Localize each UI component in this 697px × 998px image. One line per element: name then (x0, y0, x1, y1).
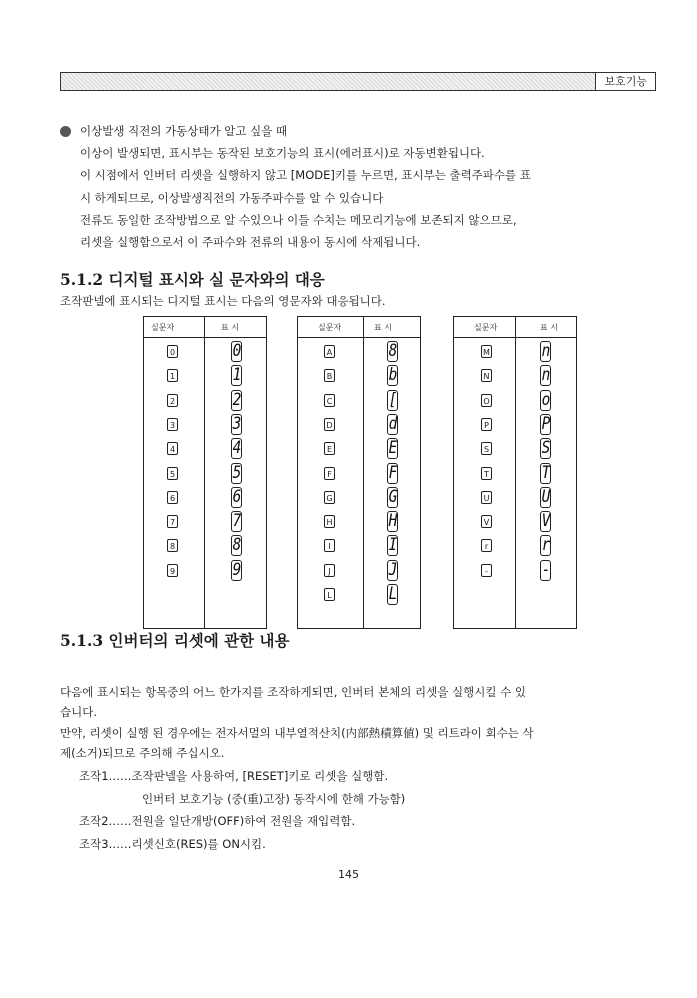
seven-segment-display (540, 341, 551, 362)
seven-segment-display (540, 390, 551, 411)
actual-char: 3 (167, 418, 178, 431)
actual-char: L (324, 588, 335, 601)
header-actual: 실문자 (474, 323, 498, 332)
segment-glyph: U (541, 486, 551, 507)
table-header (144, 317, 266, 338)
actual-char: 8 (167, 539, 178, 552)
table-header (298, 317, 420, 338)
actual-char: I (324, 539, 335, 552)
header-actual: 실문자 (318, 323, 342, 332)
actual-char: 9 (167, 564, 178, 577)
segment-glyph: d (388, 413, 398, 434)
header-display: 표 시 (374, 323, 392, 332)
bullet-line: 이상이 발생되면, 표시부는 동작된 보호기능의 표시(에러표시)로 자동변환됩니다. (80, 146, 485, 161)
segment-glyph: T (541, 462, 551, 483)
actual-char: S (481, 442, 492, 455)
segment-glyph: S (541, 438, 551, 459)
bullet-line: 시 하게되므로, 이상발생직전의 가동주파수를 알 수 있습니다 (80, 190, 384, 205)
body-line: 제(소거)되므로 주의해 주십시오. (60, 745, 225, 760)
segment-glyph: n (541, 365, 551, 386)
seven-segment-display (231, 487, 242, 508)
actual-char: V (481, 515, 492, 528)
section-header-label: 보호기능 (595, 73, 655, 90)
segment-glyph: E (388, 438, 398, 459)
actual-char: A (324, 345, 335, 358)
seven-segment-display (231, 414, 242, 435)
segment-glyph: 7 (232, 511, 242, 532)
segment-glyph: I (388, 535, 398, 556)
header-display: 표 시 (540, 323, 558, 332)
seven-segment-display (387, 365, 398, 386)
actual-char: E (324, 442, 335, 455)
segment-glyph: 4 (232, 438, 242, 459)
actual-char: P (481, 418, 492, 431)
seven-segment-display (231, 560, 242, 581)
header-display: 표 시 (221, 323, 239, 332)
actual-char: U (481, 491, 492, 504)
bullet-dot-icon (60, 126, 71, 137)
segment-glyph: J (388, 559, 398, 580)
actual-char: C (324, 394, 335, 407)
actual-char: 2 (167, 394, 178, 407)
char-table-letters-a-l (297, 316, 421, 629)
segment-glyph: r (541, 535, 551, 556)
body-line: 다음에 표시되는 항목중의 어느 한가지를 조작하게되면, 인버터 본체의 리셋을 실행시킬 수 있 (60, 685, 527, 699)
actual-char: M (481, 345, 492, 358)
actual-char: 6 (167, 491, 178, 504)
seven-segment-display (231, 390, 242, 411)
actual-char: 5 (167, 467, 178, 480)
seven-segment-display (231, 463, 242, 484)
operation-3: 조작3……리셋신호(RES)를 ON시킴. (79, 836, 266, 851)
seven-segment-display (540, 560, 551, 581)
seven-segment-display (387, 414, 398, 435)
actual-char: 0 (167, 345, 178, 358)
seven-segment-display (540, 511, 551, 532)
segment-glyph: b (388, 365, 398, 386)
segment-glyph: 3 (232, 413, 242, 434)
seven-segment-display (387, 511, 398, 532)
bullet-line: 전류도 동일한 조작방법으로 알 수있으나 이들 수치는 메모리기능에 보존되지 않으므로, (80, 212, 517, 227)
actual-char: 1 (167, 369, 178, 382)
actual-char: J (324, 564, 335, 577)
bullet-line: 리셋을 실행함으로서 이 주파수와 전류의 내용이 동시에 삭제됩니다. (80, 235, 421, 250)
page-number: 145 (338, 868, 359, 881)
seven-segment-display (540, 487, 551, 508)
segment-glyph: 8 (388, 341, 398, 361)
seven-segment-display (540, 463, 551, 484)
operation-1: 조작1……조작판넬을 사용하여, [RESET]키로 리셋을 실행함. (79, 769, 389, 783)
segment-glyph: 8 (232, 535, 242, 556)
actual-char: O (481, 394, 492, 407)
segment-glyph: F (388, 462, 398, 483)
actual-char: D (324, 418, 335, 431)
seven-segment-display (231, 438, 242, 459)
seven-segment-display (387, 438, 398, 459)
seven-segment-display (387, 487, 398, 508)
seven-segment-display (387, 463, 398, 484)
bullet-line: 이 시점에서 인버터 리셋을 실행하지 않고 [MODE]키를 누르면, 표시부는 출력주파수를 표 (80, 168, 531, 183)
segment-glyph: [ (388, 389, 398, 410)
actual-char: F (324, 467, 335, 480)
actual-char: H (324, 515, 335, 528)
bullet-block (60, 120, 660, 253)
segment-glyph: 0 (232, 341, 242, 361)
section-header-bar (60, 72, 656, 91)
seven-segment-display (540, 365, 551, 386)
segment-glyph: 9 (232, 559, 242, 580)
seven-segment-display (387, 341, 398, 362)
reset-operations (79, 765, 405, 855)
body-line: 만약, 리셋이 실행 된 경우에는 전자서멀의 내부열적산치(内部熱積算値) 및 리트라이 회수는 삭 (60, 725, 534, 740)
actual-char: N (481, 369, 492, 382)
actual-char: T (481, 467, 492, 480)
actual-char: 4 (167, 442, 178, 455)
segment-glyph: V (541, 511, 551, 532)
char-table-letters-m-dash (453, 316, 577, 629)
segment-glyph: P (541, 413, 551, 434)
seven-segment-display (540, 438, 551, 459)
seven-segment-display (231, 511, 242, 532)
segment-glyph: - (541, 559, 551, 580)
seven-segment-display (231, 535, 242, 556)
seven-segment-display (387, 535, 398, 556)
segment-glyph: 6 (232, 486, 242, 507)
body-line: 습니다. (60, 705, 97, 720)
segment-glyph: 2 (232, 389, 242, 410)
segment-glyph: G (388, 486, 398, 507)
segment-glyph: o (541, 389, 551, 410)
seven-segment-display (231, 365, 242, 386)
seven-segment-display (387, 560, 398, 581)
segment-glyph: H (388, 511, 398, 532)
actual-char: r (481, 539, 492, 552)
seven-segment-display (540, 414, 551, 435)
actual-char: - (481, 564, 492, 577)
seven-segment-display (387, 390, 398, 411)
segment-glyph: L (388, 584, 398, 604)
segment-glyph: 5 (232, 462, 242, 483)
header-actual: 실문자 (151, 323, 175, 332)
section-512-intro: 조작판넬에 표시되는 디지털 표시는 다음의 영문자와 대응됩니다. (60, 294, 386, 308)
seven-segment-display (540, 535, 551, 556)
actual-char: 7 (167, 515, 178, 528)
actual-char: G (324, 491, 335, 504)
bullet-heading: 이상발생 직전의 가동상태가 알고 싶을 때 (80, 124, 288, 138)
operation-2: 조작2……전원을 일단개방(OFF)하여 전원을 재입력함. (79, 814, 356, 828)
section-512-title: 5.1.2 디지털 표시와 실 문자와의 대응 (60, 270, 325, 289)
char-table-digits (143, 316, 267, 629)
segment-glyph: 1 (232, 365, 242, 386)
operation-1-note: 인버터 보호기능 (중(重)고장) 동작시에 한해 가능함) (142, 791, 406, 806)
seven-segment-display (387, 584, 398, 605)
actual-char: B (324, 369, 335, 382)
section-513-body (60, 682, 660, 763)
segment-glyph: n (541, 341, 551, 361)
seven-segment-display (231, 341, 242, 362)
section-513-title: 5.1.3 인버터의 리셋에 관한 내용 (60, 631, 290, 650)
